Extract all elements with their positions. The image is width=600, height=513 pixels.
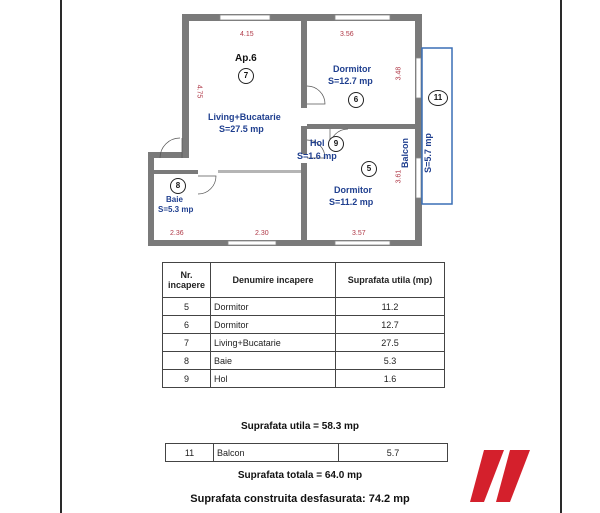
- built-area-summary: Suprafata construita desfasurata: 74.2 mp: [190, 493, 410, 505]
- wall-hol-left: [301, 126, 307, 154]
- cell-name: Dormitor: [211, 298, 336, 316]
- apartment-label: Ap.6: [235, 53, 257, 64]
- floor-plan-drawing: [140, 8, 455, 253]
- room-area-balcon: S=5.7 mp: [422, 133, 433, 173]
- dim-living-height: 4.75: [195, 84, 203, 99]
- page-border-left: [60, 0, 62, 513]
- room-number-6: 6: [348, 92, 364, 108]
- cell-name: Dormitor: [211, 316, 336, 334]
- cell-nr: 5: [163, 298, 211, 316]
- room-name-balcon: Balcon: [400, 137, 411, 169]
- dim-dorm1-height: 3.48: [395, 66, 403, 81]
- dim-dorm2-height: 3.61: [395, 169, 403, 184]
- cell-name: Baie: [211, 352, 336, 370]
- room-name-hol: Hol: [310, 138, 325, 148]
- cell-name: Hol: [211, 370, 336, 388]
- page-border-right: [560, 0, 562, 513]
- room-name-dorm6: Dormitor: [333, 64, 371, 74]
- table-row: [163, 370, 445, 388]
- cell-nr: 11: [166, 444, 214, 462]
- dim-bottom-right: 3.57: [352, 230, 366, 237]
- table-row: [163, 352, 445, 370]
- room-area-living: S=27.5 mp: [219, 124, 264, 134]
- header-name: Denumire incapere: [211, 263, 336, 298]
- table-row: [163, 316, 445, 334]
- cell-nr: 7: [163, 334, 211, 352]
- dim-bottom-mid: 2.30: [255, 230, 269, 237]
- room-area-dorm5: S=11.2 mp: [329, 197, 374, 207]
- table-row: [166, 444, 448, 462]
- wall-right: [415, 14, 422, 246]
- cell-area: 5.7: [339, 444, 448, 462]
- room-name-baie: Baie: [166, 195, 183, 204]
- room-area-hol: S=1.6 mp: [297, 151, 337, 161]
- cell-area: 12.7: [336, 316, 445, 334]
- wall-dorm1-left: [301, 14, 307, 108]
- cell-area: 1.6: [336, 370, 445, 388]
- cell-nr: 6: [163, 316, 211, 334]
- balcony-outline: [422, 48, 452, 204]
- cell-nr: 9: [163, 370, 211, 388]
- rooms-table: [162, 262, 445, 388]
- header-nr: Nr. incapere: [163, 263, 211, 298]
- header-area: Suprafata utila (mp): [336, 263, 445, 298]
- total-area-summary: Suprafata totala = 64.0 mp: [237, 470, 363, 481]
- room-name-dorm5: Dormitor: [334, 185, 372, 195]
- usable-area-summary: Suprafata utila = 58.3 mp: [240, 421, 360, 432]
- counter-line: [218, 170, 301, 173]
- brand-logo: [470, 450, 542, 502]
- room-number-9: 9: [328, 136, 344, 152]
- table-row: [163, 298, 445, 316]
- dim-top-left: 4.15: [240, 31, 254, 38]
- room-area-dorm6: S=12.7 mp: [328, 76, 373, 86]
- cell-area: 11.2: [336, 298, 445, 316]
- wall-bath-inner: [154, 170, 198, 174]
- wall-bath-left: [148, 152, 154, 246]
- wall-bath-top: [148, 152, 189, 158]
- floor-plan: [140, 8, 455, 253]
- room-number-7: 7: [238, 68, 254, 84]
- cell-area: 27.5: [336, 334, 445, 352]
- dim-bottom-left: 2.36: [170, 230, 184, 237]
- wall-dorm2-left: [301, 163, 307, 246]
- cell-nr: 8: [163, 352, 211, 370]
- room-number-11: 11: [428, 90, 448, 106]
- room-name-living: Living+Bucatarie: [208, 112, 281, 122]
- balcony-table: [165, 443, 448, 462]
- wall-dorm-divider: [307, 124, 415, 129]
- wall-living-left: [182, 14, 189, 152]
- table-header-row: [163, 263, 445, 298]
- room-number-5: 5: [361, 161, 377, 177]
- cell-name: Living+Bucatarie: [211, 334, 336, 352]
- room-number-8: 8: [170, 178, 186, 194]
- room-area-baie: S=5.3 mp: [158, 205, 194, 214]
- table-row: [163, 334, 445, 352]
- dim-top-right: 3.56: [340, 31, 354, 38]
- cell-name: Balcon: [214, 444, 339, 462]
- cell-area: 5.3: [336, 352, 445, 370]
